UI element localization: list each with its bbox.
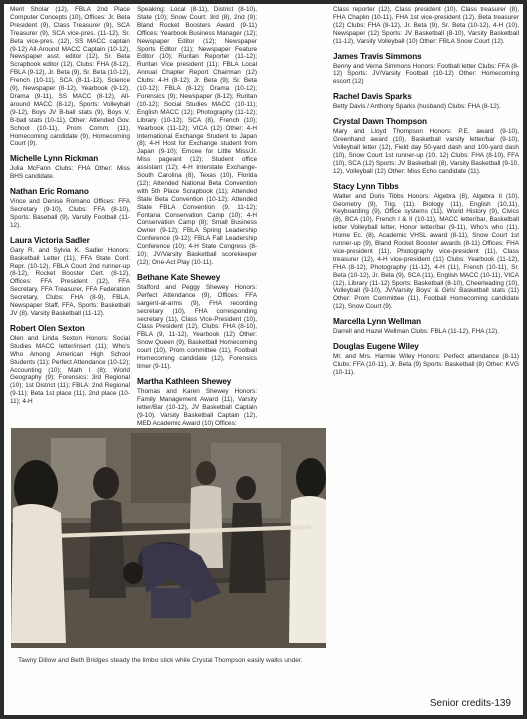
senior-name: Robert Olen Sexton [10, 323, 85, 333]
senior-entry [10, 324, 130, 406]
entry-text: Darrell and Hazel Wellman Clubs: FBLA (11-12), FHA (12). [333, 328, 499, 336]
entry-text: Merit Sholar (12), FBLA 2nd Place Computer Concepts (10), Offices: Jr. Beta President (9), Class Treasurer (9), SCA Treasurer (9), SCA vice-pres. (11-12), Sr. Beta vice-pres. (12), SS MACC captain (9-12) All-Around MACC Captain (10-12), Newspaper asst. editor (12), Sr. Beta Scrapbook editor (12), Clubs: FHA (8-12), FBLA (9-12), Jr. Beta (9), Sr. Beta (10-12), French (10-11), SCA (8-11-12), Science (9), Newspaper (8-12), Yearbook (9-12), Drama (9-11), SS MACC (8-12), All-around MACC (8-12), Sports: Volleyball (9-12), Boys JV B-ball stats (9), Boys V. B-ball stats (10-11), Other: Attended Gov. School (10-11), Prom Comm. (11), Homecoming candidate (9), Homecoming Court (9). [10, 6, 130, 148]
senior-name: Nathan Eric Romano [10, 187, 89, 197]
senior-entry [10, 236, 130, 318]
senior-name: Rachel Davis Sparks [333, 92, 412, 102]
limbo-photo [11, 428, 326, 648]
yearbook-page [4, 4, 523, 715]
entry-text: Mr. and Mrs. Harmie Wiley Honors: Perfect attendance (8-11) Clubs: FFA (10-11), Jr. Beta (9) Sports: Basketball (8) Other: KVG (10-11). [333, 353, 519, 376]
page-footer [430, 698, 511, 709]
entry-text: Betty Davis / Anthony Sparks (husband) Clubs: FHA (8-12). [333, 103, 501, 111]
senior-entry [10, 187, 130, 230]
senior-name: Stacy Lynn Tibbs [333, 181, 399, 191]
senior-entry [10, 6, 130, 148]
senior-entry [333, 52, 519, 87]
senior-entry [137, 377, 257, 428]
entry-text: Gary R. and Sylvia K. Sadler Honors: Basketball Letter (11), FFA State Conf. Repr. (10-12), FBLA Court 2nd runner-up (8-12), Rocket Booster Cert. (8-12), Offices: FFA President (12), FFA Secretary, FFA Treasurer, FFA Federation Secretary, Clubs: FHA (8-9), FBLA, Newspaper Staff, FFA, Sports: Basketball JV (8). Varsity Basketball (11-12). [10, 246, 130, 317]
column-left [10, 6, 130, 412]
senior-name: Michelle Lynn Rickman [10, 154, 99, 164]
senior-name: Douglas Eugene Wiley [333, 342, 419, 352]
senior-name: Laura Victoria Sadler [10, 235, 90, 245]
footer-label: Senior credits- [429, 698, 495, 709]
senior-name: James Travis Simmons [333, 51, 422, 61]
entry-text: Vince and Denise Romano Offices: FFA Secretary (9-10), Clubs: FFA (8-10), Sports: Baseball (9), Varsity Football (11-12). [10, 198, 130, 229]
senior-entry [333, 182, 519, 312]
entry-text: Mary and Lloyd Thompson Honors: P.E. award (9-10), Greenhand award (10), Basketball varsity letter/bar (9-10), Volleyball letter (12), Field day 50-yard dash and 100-yard dash (10), Snow Court 1st runner-up (10, 12) Clubs: FHA (8-10), FFA (10), SCA (12) Sports: JV Basketball (8), Varsity Basketball (9-10, 12), Volleyball (12) Other: Miss Echo candidate (11). [333, 128, 519, 175]
senior-name: Marcella Lynn Wellman [333, 317, 421, 327]
entry-text: Thomas and Karen Shewey Honors: Family Management Award (11), Varsity letter/Bar (10-12), JV Basketball Captain (9-10). Varsity Basketball Captain (12), MED Academic Award (10) Offices: [137, 387, 257, 427]
senior-name: Bethane Kate Shewey [137, 272, 221, 282]
senior-name: Crystal Dawn Thompson [333, 117, 427, 127]
entry-text: Julia McFann Clubs: FHA Other: Miss BHS candidate. [10, 165, 130, 181]
senior-entry [137, 6, 257, 267]
senior-entry [333, 317, 519, 336]
entry-text: Class reporter (12), Class president (10), Class treasurer (8), FHA Chaplin (10-11), FHA 1st vice-president (12), Beta treasurer (12) Clubs: FHA (8-12), Jr. Beta (9), Sr. Beta (10-12), 4-H (10), Newspaper (12) Sports: JV Basketball (8-10), Varsity Basketball (11-12), Varsity Volleyball (10) Other: FBLA Snow Court (12). [333, 6, 519, 45]
senior-entry [333, 342, 519, 377]
senior-entry [137, 273, 257, 371]
senior-entry [333, 6, 519, 46]
senior-entry [10, 154, 130, 181]
entry-text: Speaking: Local (8-11), District (8-10), State (10); Snow Court: 3rd (8), 2nd (9); Bland Rocket Boosters Award (9-11) Offices: Yearbook Business Manager (12); Newspaper Editor (12); Newspaper Sports Editor (11); Newspaper Feature Editor (10); Ruritan Reporter (11-12); Ruritan Vice president (11); FBLA Local Annual Chapter Report Chairman (12) Clubs: 4-H (8-12); Jr. Beta (9); Sr. Beta (10-12); FBLA (8-12); Drama (10-12); Forensics (9); Newspaper (8-12); Ruritan (10-12); Social Studies MACC (10-11); English MACC (12); Photography (11-12); Library (10-12); SCA (8), French (10); Yearbook (11-12); VICA (12) Other: 4-H International Exchange Student to Japan (8); 4-H Host for Exchange student from Japan (9-10); Emcee for Little Miss/Jr. Miss pageant (12); Student office assistant (12); 4-H Interstate Exchange-South Carolina (8), Texas (10), Florida (12); Attended National Beta Convention with 5th Place Scrapbook (11); Attended State Beta Convention (10-12); Attended State FBLA Convention (9, 11-12); Fontana Conservation Camp (10); 4-H Conservation Camp (8); Small Business Owner (9-12); FBLA Spring Leadership Conference (9-12); FBLA Fall Leadership Conference (10); 4-H State Congress (8-10); JV/Varsity Basketball scorekeeper (12); One-Act Play (10-11). [137, 6, 257, 266]
page-number: 139 [494, 698, 511, 709]
senior-name: Martha Kathleen Shewey [137, 376, 232, 386]
limbo-photo-illustration [11, 428, 326, 648]
photo-caption: Tawny Dillow and Beth Bridges steady the limbo stick while Crystal Thompson easily walks under. [18, 657, 303, 664]
column-middle [137, 6, 257, 433]
entry-text: Benny and Verna Simmons Honors: Football letter Clubs: FFA (8-12) Sports: JV/Varsity Football (10-12) Other: Homecoming escort (12) [333, 62, 519, 86]
entry-text: Stafford and Peggy Shewey Honors: Perfect Attendance (9), Offices: FFA sargent-at-arms (9), FHA recording secretary (10), FHA corresponding secretary (11), Class Vice-President (10), Class President (12), Clubs: FHA (8-10), FBLA (9, 11-12), Yearbook (12) Other: Snow Queen (9), Basketball Homecoming court (10), Prom committee (11), Football Homecoming candidate (12), Forensics timer (9-11). [137, 283, 257, 370]
column-right [333, 6, 519, 383]
entry-text: Olen and Linda Sexton Honors: Social Studies MACC letter/insert (11); Who's Who Among American High School Students (11); Perfect Attendance (10-12); Accounting (10); Math I (8); World Geography (9); Forensics: 3rd Regional (10); 1st District (11); FBLA: 2nd Regional (9-11); Beta 1st place (11), 2nd place (10-11); 4-H [10, 334, 130, 406]
senior-entry [333, 92, 519, 111]
senior-entry [333, 117, 519, 175]
entry-text: Walter and Doris Tibbs Honors: Algebra (8), Algebra II (10), Geometry (9), Trig. (11). Biology (11), English (10,11), Keyboarding (9), Office systems (11), World History (9), Civics (8), BCA (10), French I & II (10-11), MACC letter/bar, Basketball letter Volleyball letter, Honor letter/bar (9-11), Who's who (11), Home Ec. (8), Academic VHSL award (8-11), Snow Court 1st runner-up (9), Bland Rocket Booster awards (8-11) Offices: FHA vice-president (11), Photography vice-president (11), Class treasurer (12), 4-H vice-president (11) Clubs: Yearbook (11-12), FHA (8-12), Photography (11-12), 4-H (11), French (10-11), Sr. Beta (10-12), Jr. Beta (9), SCA (11), English MACC (10-11), VICA (12), Library (11-12) Sports: Basketball (8-10), Cheerleading (10), Volleyball (9-10), JV/Varsity Boys' & Girls' Basketball stats (11) Other: Prom Committee (11), Football Homecoming candidate (12), Snow Court (9). [333, 192, 519, 311]
